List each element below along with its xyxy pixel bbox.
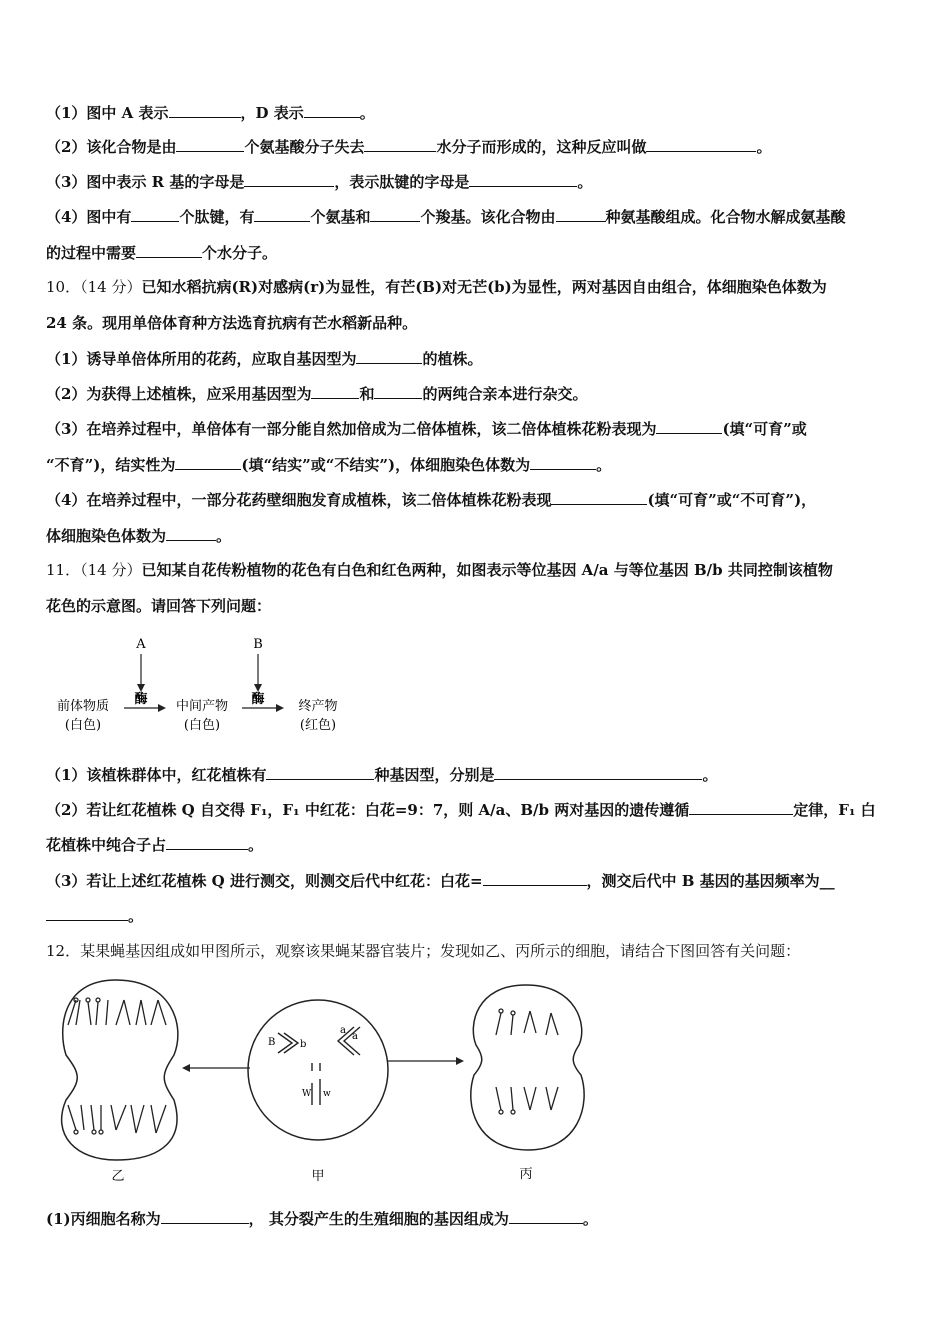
blank[interactable] — [356, 348, 422, 364]
blank[interactable] — [266, 764, 374, 780]
blank[interactable] — [169, 102, 241, 118]
blank[interactable] — [370, 206, 420, 222]
gene-a-label: A — [136, 637, 146, 652]
q11-line-7: 。 — [46, 905, 143, 926]
blank[interactable] — [176, 136, 244, 152]
gene-w-small: w — [323, 1089, 331, 1099]
q11-line-4: （2）若让红花植株 Q 自交得 F₁，F₁ 中红花：白花=9：7，则 A/a、B/b 两对基因的遗传遵循 定律，F₁ 白 — [46, 801, 876, 819]
q9-line-5: 的过程中需要 个水分子。 — [46, 244, 278, 262]
cell-bing-label: 丙 — [519, 1167, 533, 1182]
substance-precursor: 前体物质 — [56, 699, 110, 714]
cell-division-diagram — [46, 975, 626, 1190]
blank[interactable] — [46, 905, 128, 921]
q10-line-3: （1）诱导单倍体所用的花药，应取自基因型为 的植株。 — [46, 350, 483, 368]
cell-yi-label: 乙 — [111, 1169, 125, 1184]
blank[interactable] — [166, 834, 248, 850]
chromosomes-yi-bottom — [68, 1105, 166, 1134]
blank[interactable] — [494, 764, 702, 780]
gene-a-small-1: a — [340, 1025, 346, 1036]
q10-line-6: “不育”)，结实性为 (填“结实”或“不结实”)，体细胞染色体数为 。 — [46, 456, 612, 474]
cell-jia-label: 甲 — [311, 1169, 325, 1184]
blank[interactable] — [136, 242, 202, 258]
q12-line-1: 12．某果蝇基因组成如甲图所示，观察该果蝇某器官装片；发现如乙、丙所示的细胞，请结合下图回答有关问题： — [46, 942, 801, 960]
gene-b-small: b — [300, 1039, 307, 1050]
blank[interactable] — [254, 206, 310, 222]
q10-line-2: 24 条。现用单倍体育种方法选育抗病有芒水稻新品种。 — [46, 314, 418, 332]
pathway-diagram — [46, 630, 356, 740]
substance-final-color: (红色) — [299, 718, 337, 733]
blank[interactable] — [509, 1208, 583, 1224]
enzyme-label-2: 酶 — [251, 692, 265, 707]
gene-a-small-2: a — [352, 1031, 358, 1042]
q9-line-3: （3）图中表示 R 基的字母是 ，表示肽键的字母是 。 — [46, 173, 593, 191]
q11-line-5: 花植株中纯合子占 。 — [46, 836, 264, 854]
blank[interactable] — [364, 136, 436, 152]
blank[interactable] — [244, 171, 334, 187]
q10-line-4: （2）为获得上述植株，应采用基因型为 和 的两纯合亲本进行杂交。 — [46, 385, 588, 403]
blank[interactable] — [175, 454, 241, 470]
blank[interactable] — [166, 525, 216, 541]
substance-precursor-color: (白色) — [64, 718, 102, 733]
q12-line-2: (1)丙细胞名称为 ， 其分裂产生的生殖细胞的基因组成为 。 — [46, 1210, 598, 1228]
chromosomes-jia — [278, 1027, 360, 1105]
q9-line-1: （1）图中 A 表示 ，D 表示 。 — [46, 104, 375, 122]
blank[interactable] — [656, 418, 722, 434]
blank[interactable] — [311, 383, 359, 399]
blank[interactable] — [646, 136, 756, 152]
blank[interactable] — [530, 454, 596, 470]
substance-intermediate-color: (白色) — [183, 718, 221, 733]
chromosomes-bing — [496, 1009, 558, 1114]
q11-line-1: 11．（14 分）已知某自花传粉植物的花色有白色和红色两种，如图表示等位基因 A/a 与等位基因 B/b 共同控制该植物 — [46, 561, 833, 579]
q9-line-4: （4）图中有 个肽键，有 个氨基和 个羧基。该化合物由 种氨基酸组成。化合物水解成氨基酸 — [46, 208, 846, 226]
substance-final: 终产物 — [298, 699, 338, 714]
substance-intermediate: 中间产物 — [175, 699, 229, 714]
blank[interactable] — [556, 206, 606, 222]
gene-b-label: B — [253, 637, 263, 652]
cell-jia-outline — [248, 1000, 388, 1140]
blank[interactable] — [161, 1208, 249, 1224]
blank[interactable] — [131, 206, 179, 222]
enzyme-label-1: 酶 — [134, 692, 148, 707]
gene-w-big: W — [302, 1089, 312, 1099]
q10-line-8: 体细胞染色体数为 。 — [46, 527, 232, 545]
chromosomes-yi-top — [68, 998, 166, 1025]
q10-line-5: （3）在培养过程中，单倍体有一部分能自然加倍成为二倍体植株，该二倍体植株花粉表现为 (填“可育”或 — [46, 420, 807, 438]
q11-line-3: （1）该植株群体中，红花植株有 种基因型，分别是 。 — [46, 766, 718, 784]
q9-line-2: （2）该化合物是由 个氨基酸分子失去 水分子而形成的，这种反应叫做 。 — [46, 138, 772, 156]
cell-bing-outline — [471, 985, 584, 1150]
q11-line-6: （3）若让上述红花植株 Q 进行测交，则测交后代中红花：白花= ，测交后代中 B 基因的基因频率为__ — [46, 872, 835, 890]
q10-line-1: 10．（14 分）已知水稻抗病(R)对感病(r)为显性，有芒(B)对无芒(b)为显性，两对基因自由组合，体细胞染色体数为 — [46, 278, 827, 296]
blank[interactable] — [374, 383, 422, 399]
q11-line-2: 花色的示意图。请回答下列问题： — [46, 597, 272, 615]
blank[interactable] — [304, 102, 360, 118]
gene-b-big: B — [268, 1037, 276, 1048]
blank[interactable] — [469, 171, 577, 187]
blank[interactable] — [483, 870, 587, 886]
blank[interactable] — [551, 489, 647, 505]
blank[interactable] — [689, 799, 793, 815]
q10-line-7: （4）在培养过程中，一部分花药壁细胞发育成植株，该二倍体植株花粉表现 (填“可育”或“不可育”)， — [46, 491, 817, 509]
